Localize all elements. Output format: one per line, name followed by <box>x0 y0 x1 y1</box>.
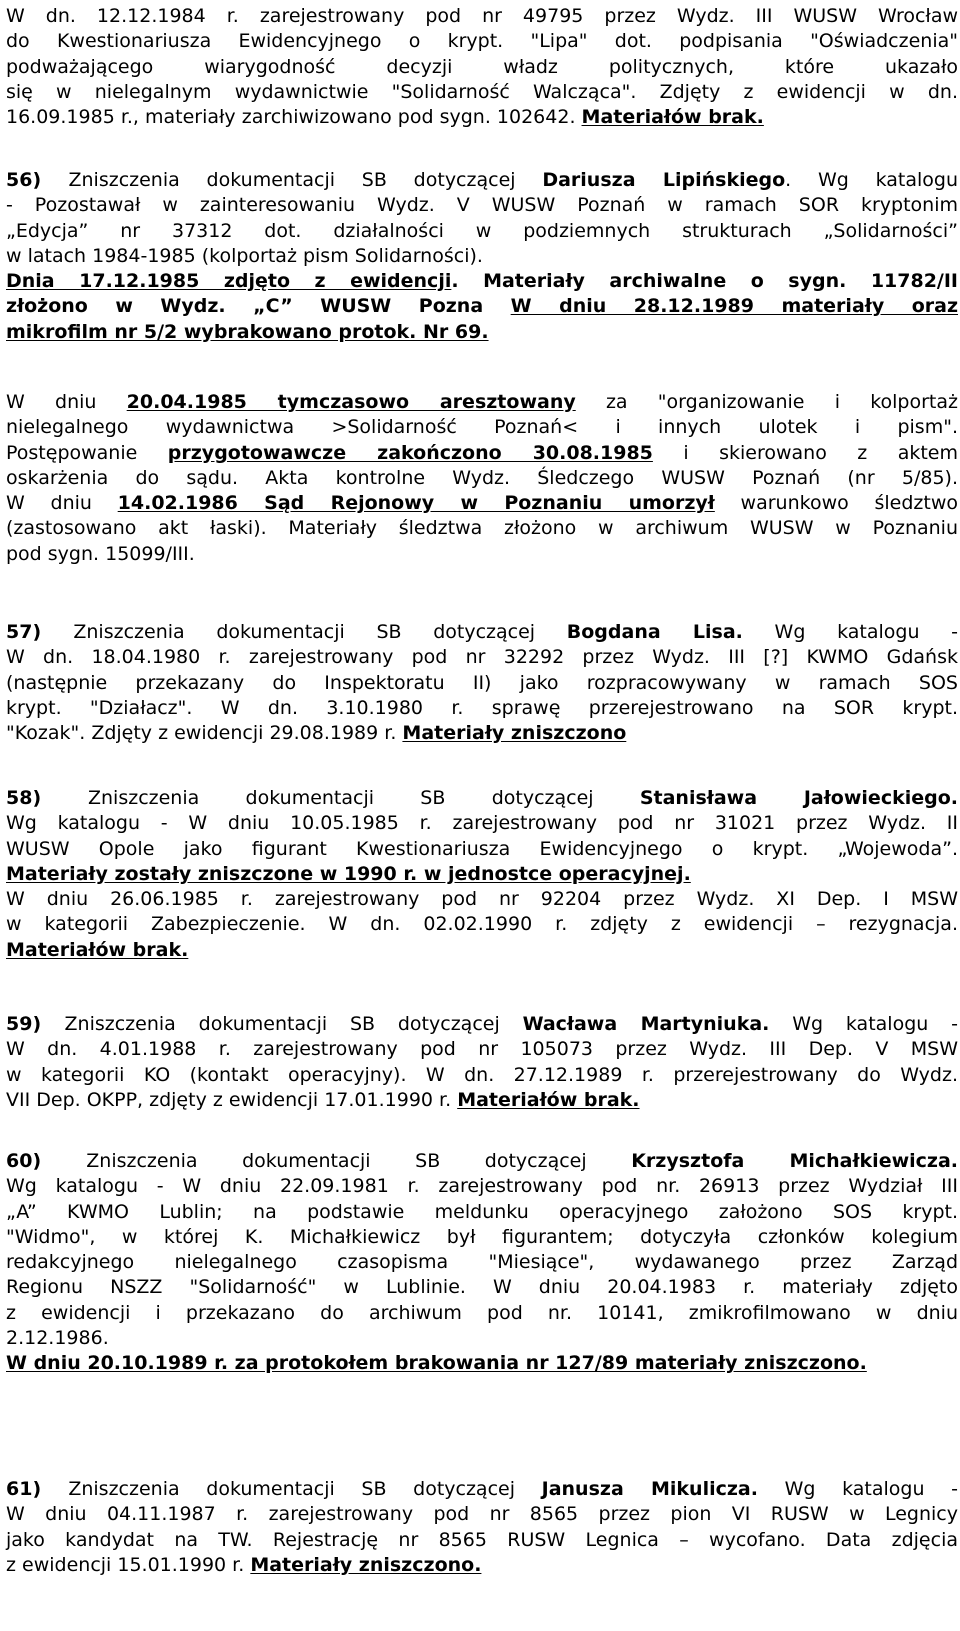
text-line <box>6 219 958 244</box>
text-segment: Wg katalogu - W dniu 22.09.1981 r. zarejestrowany pod nr. 26913 przez Wydział III <box>6 1175 958 1198</box>
text-line <box>6 786 958 811</box>
text-segment: „Edycja” nr 37312 dot. działalności w podziemnych strukturach „Solidarności” <box>6 219 958 242</box>
bold-text: 61) <box>6 1478 69 1500</box>
text-segment: Zniszczenia dokumentacji SB dotyczącej <box>68 169 543 191</box>
text-line <box>6 193 958 218</box>
text-segment: "Widmo", w której K. Michałkiewicz był figurantem; dotyczyła członków kolegium <box>6 1225 958 1248</box>
text-line <box>6 862 958 887</box>
text-line <box>6 811 958 836</box>
text-line <box>6 80 958 105</box>
text-line <box>6 244 958 269</box>
text-line <box>6 912 958 937</box>
text-segment: Postępowanie <box>6 441 168 464</box>
text-segment: oskarżenia do sądu. Akta kontrolne Wydz. Śledczego WUSW Poznań (nr 5/85). <box>6 466 958 489</box>
text-segment: z ewidencji i przekazano do archiwum pod nr. 10141, zmikrofilmowano w dniu <box>6 1301 958 1324</box>
text-line <box>6 938 958 963</box>
text-line <box>6 542 958 567</box>
text-segment: krypt. "Działacz". W dn. 3.10.1980 r. sprawę przerejestrowano na SOR krypt. <box>6 696 958 719</box>
text-segment: . Wg katalogu <box>785 169 958 191</box>
text-line <box>6 320 958 345</box>
text-segment: w kategorii KO (kontakt operacyjny). W dn. 27.12.1989 r. przerejestrowany do Wydz. <box>6 1063 958 1086</box>
text-line <box>6 1250 958 1275</box>
paragraph-entry-56-arrest <box>6 390 958 567</box>
text-segment: podważającego wiarygodność decyzji władz politycznych, które ukazało <box>6 55 958 78</box>
text-segment: w latach 1984-1985 (kolportaż pism Solidarności). <box>6 244 483 267</box>
text-line <box>6 1200 958 1225</box>
emphasized-underlined-text: Materiały zostały zniszczone w 1990 r. w jednostce operacyjnej. <box>6 862 691 885</box>
bold-text: 57) <box>6 621 74 643</box>
bold-text: Bogdana Lisa. <box>566 621 743 643</box>
text-line <box>6 4 958 29</box>
text-segment: nielegalnego wydawnictwa >Solidarność Poznań< i innych ulotek i pism". <box>6 416 958 439</box>
text-segment: z ewidencji 15.01.1990 r. <box>6 1553 251 1576</box>
text-segment: W dniu 04.11.1987 r. zarejestrowany pod nr 8565 przez pion VI RUSW w Legnicy <box>6 1503 958 1526</box>
text-line <box>6 269 958 294</box>
text-line <box>6 491 958 516</box>
text-line <box>6 516 958 541</box>
text-line <box>6 168 958 193</box>
emphasized-underlined-text: Materiały zniszczono. <box>250 1553 482 1576</box>
text-line <box>6 1477 958 1502</box>
text-segment: W dn. 18.04.1980 r. zarejestrowany pod nr 32292 przez Wydz. III [?] KWMO Gdańsk <box>6 646 958 669</box>
text-segment: W dniu <box>6 492 118 515</box>
text-line <box>6 1088 958 1113</box>
text-line <box>6 620 958 645</box>
emphasized-underlined-text: 14.02.1986 Sąd Rejonowy w Poznaniu umorzył <box>117 492 715 515</box>
text-segment: w kategorii Zabezpieczenie. W dn. 02.02.1990 r. zdjęty z ewidencji – rezygnacja. <box>6 913 958 936</box>
bold-text: Dariusza Lipińskiego <box>542 169 786 191</box>
text-segment: za "organizowanie i kolportaż <box>575 391 958 413</box>
text-segment: VII Dep. OKPP, zdjęty z ewidencji 17.01.1990 r. <box>6 1088 458 1111</box>
text-segment: się w nielegalnym wydawnictwie "Solidarność Walcząca". Zdjęty z ewidencji w dn. <box>6 80 958 103</box>
text-line <box>6 1301 958 1326</box>
text-line <box>6 1174 958 1199</box>
text-segment: (następnie przekazany do Inspektoratu II) jako rozpracowywany w ramach SOS <box>6 671 958 694</box>
bold-text: złożono w Wydz. „C” WUSW Pozna <box>6 295 511 318</box>
text-line <box>6 1275 958 1300</box>
paragraph-entry-60 <box>6 1149 958 1377</box>
text-segment: „A” KWMO Lublin; na podstawie meldunku operacyjnego założono SOS krypt. <box>6 1200 958 1223</box>
text-line <box>6 29 958 54</box>
text-line <box>6 1528 958 1553</box>
text-segment: Wg katalogu - W dniu 10.05.1985 r. zarejestrowany pod nr 31021 przez Wydz. II <box>6 812 958 835</box>
text-segment: i skierowano z aktem <box>652 441 958 464</box>
text-segment: 2.12.1986. <box>6 1327 109 1350</box>
text-segment: "Kozak". Zdjęty z ewidencji 29.08.1989 r. <box>6 722 403 745</box>
text-line <box>6 887 958 912</box>
text-line <box>6 390 958 415</box>
text-line <box>6 837 958 862</box>
text-segment: - Pozostawał w zainteresowaniu Wydz. V WUSW Poznań w ramach SOR kryptonim <box>6 194 958 217</box>
emphasized-underlined-text: Materiałów brak. <box>581 106 764 129</box>
text-line <box>6 696 958 721</box>
text-segment: Zniszczenia dokumentacji SB dotyczącej <box>86 1150 632 1172</box>
text-segment: Regionu NSZZ "Solidarność" w Lublinie. W dniu 20.04.1983 r. materiały zdjęto <box>6 1276 958 1299</box>
text-line <box>6 1502 958 1527</box>
text-line <box>6 294 958 319</box>
bold-text: Stanisława Jałowieckiego. <box>639 787 958 809</box>
text-line <box>6 466 958 491</box>
text-segment: Zniszczenia dokumentacji SB dotyczącej <box>64 1013 523 1035</box>
text-segment: W dniu 26.06.1985 r. zarejestrowany pod nr 92204 przez Wydz. XI Dep. I MSW <box>6 888 958 911</box>
text-line <box>6 1326 958 1351</box>
text-line <box>6 1149 958 1174</box>
text-line <box>6 1012 958 1037</box>
text-segment: redakcyjnego nielegalnego czasopisma "Miesiące", wydawanego przez Zarząd <box>6 1251 958 1274</box>
emphasized-underlined-text: przygotowawcze zakończono 30.08.1985 <box>167 441 653 464</box>
text-segment: WUSW Opole jako figurant Kwestionariusza Ewidencyjnego o krypt. „Wojewoda”. <box>6 837 958 860</box>
text-line <box>6 1351 958 1376</box>
text-segment: Zniszczenia dokumentacji SB dotyczącej <box>68 1478 542 1500</box>
text-segment: W dniu <box>6 391 127 413</box>
emphasized-underlined-text: mikrofilm nr 5/2 wybrakowano protok. Nr 69. <box>6 320 489 343</box>
text-line <box>6 105 958 130</box>
text-line <box>6 1225 958 1250</box>
paragraph-entry-57 <box>6 620 958 746</box>
emphasized-underlined-text: Dnia 17.12.1985 zdjęto z ewidencji <box>6 270 452 293</box>
text-segment: Wg katalogu - <box>757 1478 959 1500</box>
text-line <box>6 721 958 746</box>
paragraph-entry-59 <box>6 1012 958 1113</box>
emphasized-underlined-text: Materiałów brak. <box>6 938 189 961</box>
paragraph-entry-61 <box>6 1477 958 1578</box>
text-segment: 16.09.1985 r., materiały zarchiwizowano pod sygn. 102642. <box>6 106 582 129</box>
text-segment: Wg katalogu - <box>769 1013 958 1035</box>
paragraph-entry-55-continuation <box>6 4 958 130</box>
bold-text: 56) <box>6 169 69 191</box>
text-line <box>6 1063 958 1088</box>
bold-text: 59) <box>6 1013 65 1035</box>
emphasized-underlined-text: 1985 tymczasowo aresztowany <box>194 391 576 413</box>
text-segment: do Kwestionariusza Ewidencyjnego o krypt. "Lipa" dot. podpisania "Oświadczenia" <box>6 30 958 53</box>
emphasized-underlined-text: W dniu 20.10.1989 r. za protokołem brakowania nr 127/89 materiały zniszczono. <box>6 1352 867 1375</box>
text-segment: Zniszczenia dokumentacji SB dotyczącej <box>87 787 640 809</box>
text-segment: Zniszczenia dokumentacji SB dotyczącej <box>73 621 567 643</box>
emphasized-underlined-text: Materiały zniszczono <box>402 722 627 745</box>
text-segment: Wg katalogu - <box>742 621 959 643</box>
bold-text: Janusza Mikulicza. <box>541 1478 758 1500</box>
paragraph-entry-58 <box>6 786 958 963</box>
text-line <box>6 1037 958 1062</box>
paragraph-entry-56 <box>6 168 958 345</box>
text-line <box>6 55 958 80</box>
bold-text: 58) <box>6 787 88 809</box>
text-line <box>6 671 958 696</box>
text-segment: W dn. 12.12.1984 r. zarejestrowany pod nr 49795 przez Wydz. III WUSW Wrocław <box>6 5 958 27</box>
bold-text: . Materiały archiwalne o sygn. 11782/II <box>451 270 958 293</box>
text-segment: (zastosowano akt łaski). Materiały śledztwa złożono w archiwum WUSW w Poznaniu <box>6 517 958 540</box>
text-line <box>6 441 958 466</box>
bold-text: 60) <box>6 1150 87 1172</box>
text-segment: pod sygn. 15099/III. <box>6 542 195 565</box>
text-segment: warunkowo śledztwo <box>714 492 958 515</box>
text-line <box>6 1553 958 1578</box>
text-segment: W dn. 4.01.1988 r. zarejestrowany pod nr 105073 przez Wydz. III Dep. V MSW <box>6 1038 958 1061</box>
emphasized-underlined-text: 20.04. <box>126 391 194 413</box>
text-segment: jako kandydat na TW. Rejestrację nr 8565 RUSW Legnica – wycofano. Data zdjęcia <box>6 1528 958 1551</box>
emphasized-underlined-text: W dniu 28.12.1989 materiały oraz <box>510 295 959 318</box>
bold-text: Krzysztofa Michałkiewicza. <box>631 1150 959 1172</box>
text-line <box>6 645 958 670</box>
emphasized-underlined-text: Materiałów brak. <box>457 1088 640 1111</box>
text-line <box>6 415 958 440</box>
bold-text: Wacława Martyniuka. <box>522 1013 770 1035</box>
